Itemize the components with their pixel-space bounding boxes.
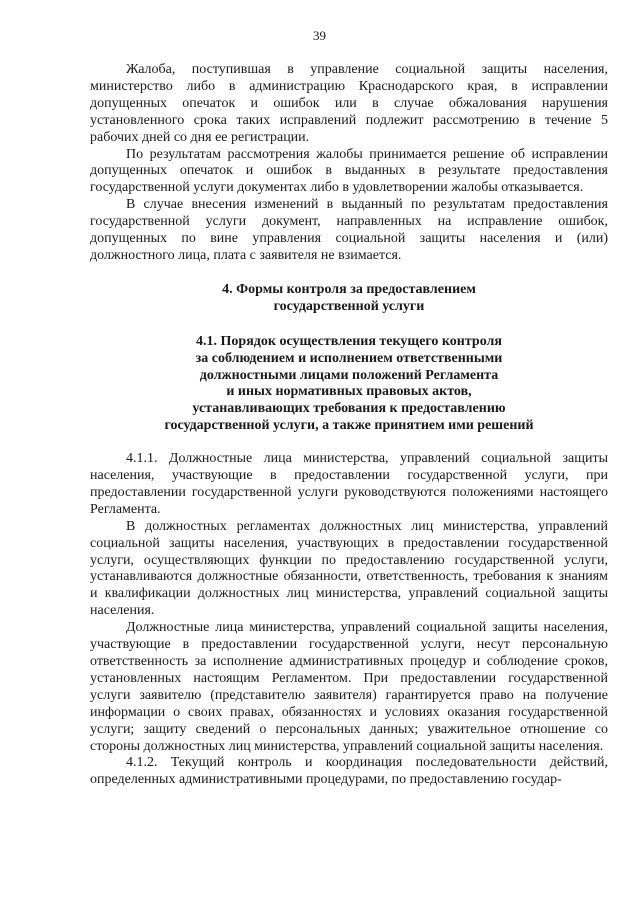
paragraph-4-1-2: 4.1.2. Текущий контроль и координация последовательности действий, определенных административными процедурами, по предоставлению государ- (90, 755, 608, 788)
subsection-heading-line: государственной услуги, а также принятием ими решений (164, 418, 534, 434)
page-body (90, 62, 608, 789)
paragraph-no-fee: В случае внесения изменений в выданный по результатам предоставления государственной услуги документ, направленных на исправление ошибок, допущенных по вине управления социальной защиты населения и (или) должностного лица, плата с заявителя не взимается. (90, 197, 608, 263)
paragraph-job-regulations: В должностных регламентах должностных лиц министерства, управлений социальной защиты населения, участвующих в предоставлении государственной услуги, осуществляющих функции по предоставлению государственной услуги, устанавливаются должностные обязанности, ответственность, требования к знаниям и квалификации должностных лиц министерства, управлений социальной защиты населения. (90, 518, 608, 619)
subsection-heading-line: и иных нормативных правовых актов, (226, 384, 472, 400)
subsection-heading (90, 334, 608, 435)
subsection-heading-line: 4.1. Порядок осуществления текущего контроля (196, 333, 502, 349)
section-heading-line: государственной услуги (273, 298, 425, 314)
paragraph-complaint-review: Жалоба, поступившая в управление социальной защиты населения, министерство либо в администрацию Краснодарского края, в исправлении допущенных опечаток и ошибок или в случае обжалования нарушения установленного срока таких исправлений подлежит рассмотрению в течение 5 рабочих дней со дня ее регистрации. (90, 62, 608, 145)
paragraph-personal-responsibility: Должностные лица министерства, управлений социальной защиты населения, участвующие в предоставлении государственной услуги, несут персональную ответственность за исполнение административных процедур и соблюдение сроков, установленных настоящим Регламентом. При предоставлении государственной услуги заявителю (представителю заявителя) гарантируется право на получение информации о своих правах, обязанностях и условиях оказания государственной услуги; защиту сведений о персональных данных; уважительное отношение со стороны должностных лиц министерства, управлений социальной защиты населения. (90, 620, 608, 754)
subsection-heading-line: устанавливающих требования к предоставлению (192, 401, 506, 417)
section-heading-line: 4. Формы контроля за предоставлением (222, 281, 476, 297)
paragraph-complaint-decision: По результатам рассмотрения жалобы принимается решение об исправлении допущенных опечаток и ошибок в выданных в результате предоставления государственной услуги документах либо в удовлетворении жалобы отказывается. (90, 146, 608, 196)
paragraph-4-1-1: 4.1.1. Должностные лица министерства, управлений социальной защиты населения, участвующие в предоставлении государственной услуги, при предоставлении государственной услуги руководствуются положениями настоящего Регламента. (90, 451, 608, 517)
subsection-heading-line: за соблюдением и исполнением ответственными (195, 350, 503, 366)
section-heading (90, 282, 608, 316)
subsection-heading-line: должностными лицами положений Регламента (199, 367, 499, 383)
page-number: 39 (313, 28, 326, 43)
